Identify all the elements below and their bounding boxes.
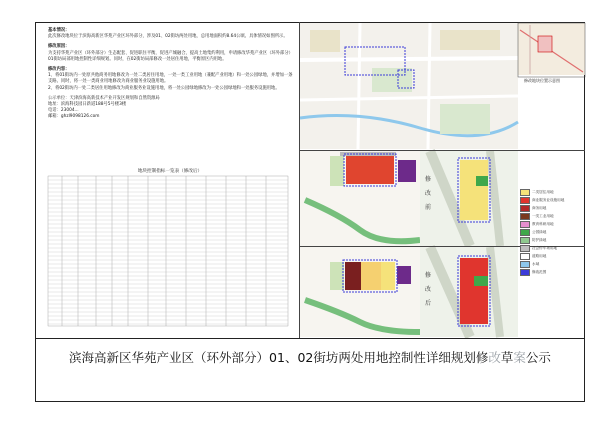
commercial-parcel-before — [346, 156, 394, 184]
title-main-2: 草 — [500, 350, 514, 365]
legend-label: 教育科研用地 — [532, 221, 554, 226]
title-main: 滨海高新区华苑产业区（环外部分）01、02街坊两处用地控制性详细规划修 — [69, 350, 489, 365]
title-faded: 改 — [488, 350, 501, 365]
commercial-parcel-after — [460, 258, 488, 324]
title-faded-2: 案 — [513, 350, 526, 365]
basics-text: 此次修改地块位于滨海高新区华苑产业区环外部分，涉及01、02街坊两处用地，总用地面积约8.64公顷。具体情况如图所示。 — [48, 34, 288, 40]
legend-item — [520, 212, 582, 220]
legend-item — [520, 244, 582, 252]
table-rows — [48, 180, 288, 324]
legend-swatch — [520, 245, 530, 252]
legend-item — [520, 252, 582, 260]
legend-item — [520, 196, 582, 204]
contact-address: 地址：滨海科技园日新道188号5号楼3楼 — [48, 102, 127, 108]
after-label-1: 修 — [424, 272, 431, 279]
after-map — [300, 247, 518, 337]
legend-item — [520, 188, 582, 196]
map-divider-1 — [300, 150, 585, 151]
contact-unit: 公示单位：天津滨海高新技术产业开发区规划和自然资源局 — [48, 95, 160, 101]
legend-item — [520, 228, 582, 236]
legend-label: 防护绿地 — [532, 237, 547, 242]
legend-swatch — [520, 229, 530, 236]
industry-parcel-after — [345, 262, 361, 290]
legend-item — [520, 204, 582, 212]
legend-item — [520, 236, 582, 244]
legend-swatch — [520, 221, 530, 228]
table-frame — [48, 176, 288, 326]
after-label-2: 改 — [424, 286, 431, 293]
basics-title: 基本情况： — [48, 28, 70, 33]
table-title: 地块控制指标一览表（修改后） — [137, 169, 203, 174]
before-map — [300, 151, 518, 246]
legend-item — [520, 268, 582, 276]
legend-swatch — [520, 189, 530, 196]
content-item-1: 1、将01街坊内一处原共他商务用地修改为一处二类居住用地，一处一类工业用地（兼配产业用地）和一处公园绿地，并增加一条支路。同时，将一处一类商业用地修改为商业服务业设施用地。 — [48, 73, 293, 85]
legend-swatch — [520, 261, 530, 268]
footer-rule — [35, 338, 585, 339]
reason-title: 修改原因： — [48, 44, 70, 50]
legend-swatch — [520, 213, 530, 220]
location-map — [300, 23, 585, 149]
content-item-2: 2、将02街坊内一处二类居住用地修改为商业服务业设施用地，将一处公园绿地修改为一处公园绿地和一处服务设施用地。 — [48, 85, 280, 91]
control-table — [48, 176, 288, 326]
legend-label: 公园绿地 — [532, 229, 547, 234]
legend-label: 一类工业用地 — [532, 213, 554, 218]
legend-label: 修改范围 — [532, 269, 547, 274]
legend-label: 水域 — [532, 261, 540, 266]
legend-swatch — [520, 237, 530, 244]
before-label-3: 前 — [424, 204, 431, 211]
title-main-3: 公示 — [525, 350, 551, 365]
contact-email: 邮箱：ghzl9098126.com — [48, 114, 100, 120]
legend-swatch — [520, 253, 530, 260]
content-title: 修改内容： — [48, 67, 70, 73]
center-divider — [299, 22, 300, 338]
location-caption: 修改地块位置示意图 — [524, 78, 560, 83]
map-legend — [520, 188, 582, 338]
before-label-1: 修 — [424, 176, 431, 183]
page-title — [35, 340, 585, 376]
reason-text: 为支持华苑产业区（环外部分）生态配套、促进职住平衡，促进产城融合，提高土地集约利用，申请修改华苑产业区（环外部分）01街坊局部用地控制性详细规划。同时，在02街坊局部修改一处居住用地，平衡原区内用地。 — [48, 50, 293, 62]
legend-item — [520, 220, 582, 228]
contact-phone: 电话：23004... — [48, 108, 79, 114]
residential-parcel-before — [460, 160, 488, 220]
legend-label: 商业服务业设施用地 — [532, 197, 565, 202]
legend-swatch — [520, 197, 530, 204]
legend-swatch — [520, 205, 530, 212]
legend-label: 道路用地 — [532, 253, 547, 258]
before-label-2: 改 — [424, 190, 431, 197]
after-label-3: 后 — [424, 300, 431, 307]
legend-label: 社会停车场用地 — [532, 245, 558, 250]
legend-label: 商务用地 — [532, 205, 547, 210]
legend-swatch — [520, 269, 530, 276]
legend-label: 二类居住用地 — [532, 189, 554, 194]
legend-item — [520, 260, 582, 268]
